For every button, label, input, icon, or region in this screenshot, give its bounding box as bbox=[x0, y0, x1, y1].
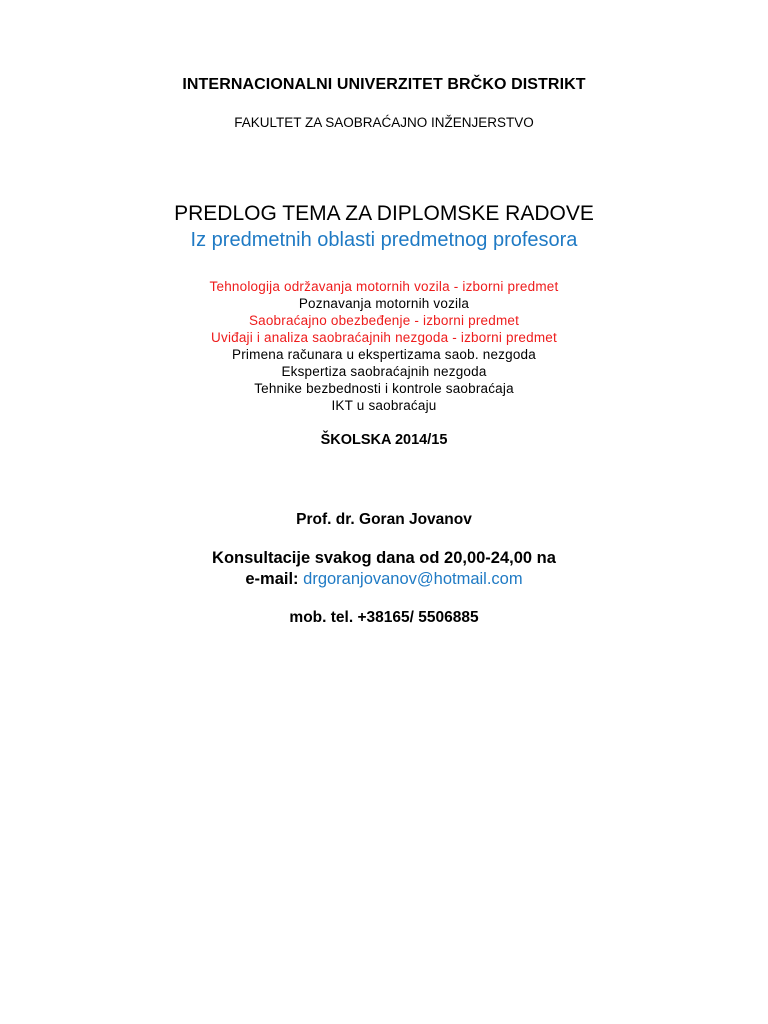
email-link[interactable]: drgoranjovanov@hotmail.com bbox=[303, 570, 523, 588]
subject-item: Uviđaji i analiza saobraćajnih nezgoda - izborni predmet bbox=[211, 330, 557, 345]
subject-item: Primena računara u ekspertizama saob. nezgoda bbox=[232, 347, 536, 362]
subject-item: Saobraćajno obezbeđenje - izborni predmet bbox=[248, 313, 520, 328]
subject-item: Ekspertiza saobraćajnih nezgoda bbox=[281, 364, 487, 379]
subject-list bbox=[0, 278, 768, 414]
subject-item: Poznavanja motornih vozila bbox=[298, 296, 470, 311]
consultation-hours: Konsultacije svakog dana od 20,00-24,00 na bbox=[212, 549, 556, 567]
phone-number: mob. tel. +38165/ 5506885 bbox=[289, 609, 479, 626]
subject-item: IKT u saobraćaju bbox=[331, 398, 437, 413]
professor-name: Prof. dr. Goran Jovanov bbox=[296, 511, 472, 528]
faculty-name: FAKULTET ZA SAOBRAĆAJNO INŽENJERSTVO bbox=[234, 115, 534, 130]
proposal-subtitle: Iz predmetnih oblasti predmetnog profesora bbox=[190, 229, 578, 251]
email-line bbox=[0, 570, 768, 589]
proposal-title: PREDLOG TEMA ZA DIPLOMSKE RADOVE bbox=[174, 202, 594, 225]
subject-item: Tehnike bezbednosti i kontrole saobraćaja bbox=[254, 381, 514, 396]
email-label: e-mail: bbox=[245, 570, 304, 588]
subject-item: Tehnologija održavanja motornih vozila - izborni predmet bbox=[209, 279, 559, 294]
academic-year: ŠKOLSKA 2014/15 bbox=[320, 432, 448, 448]
university-name: INTERNACIONALNI UNIVERZITET BRČKO DISTRIKT bbox=[182, 76, 586, 93]
